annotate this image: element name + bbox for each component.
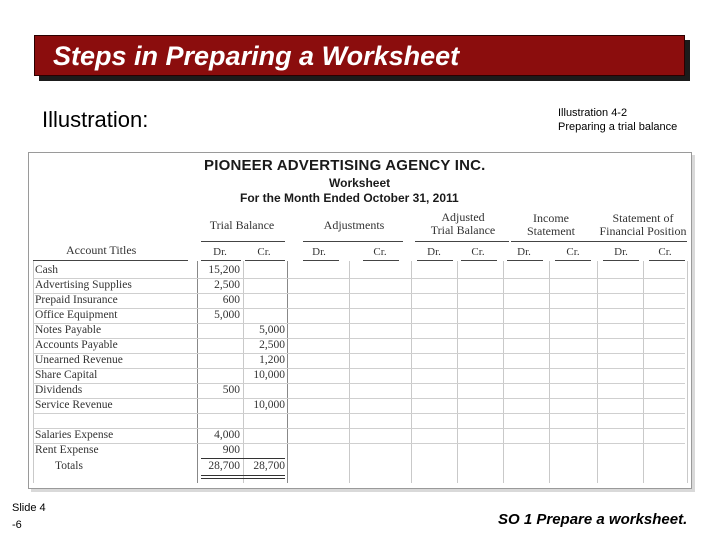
debit-value: 2,500 — [214, 279, 240, 291]
sub-header-rule — [417, 260, 453, 261]
account-name: Service Revenue — [35, 399, 113, 411]
illustration-caption: Preparing a trial balance — [558, 121, 678, 133]
header-rule — [303, 241, 403, 242]
account-name: Share Capital — [35, 369, 98, 381]
account-name: Notes Payable — [35, 324, 102, 336]
sub-header-rule — [201, 260, 241, 261]
column-group-line1: Income — [533, 211, 569, 225]
sub-header-rule — [461, 260, 497, 261]
column-group-adjustments — [300, 219, 408, 232]
debit-value: 600 — [222, 294, 240, 306]
table-row — [29, 383, 693, 398]
header-rule — [595, 241, 687, 242]
table-row — [29, 353, 693, 368]
debit-total: 28,700 — [208, 460, 240, 472]
sub-header-rule — [603, 260, 639, 261]
dr-header: Dr. — [213, 246, 227, 258]
slide-number: -6 — [12, 519, 22, 531]
header-rule — [415, 241, 509, 242]
table-row — [29, 413, 693, 428]
credit-value: 2,500 — [259, 339, 285, 351]
cr-header: Cr. — [658, 246, 672, 258]
column-group-line1: Adjusted — [441, 210, 485, 224]
column-group-income-statement — [507, 212, 595, 238]
column-group-financial-position — [591, 212, 695, 238]
column-group-trial-balance — [197, 219, 287, 232]
account-name: Unearned Revenue — [35, 354, 123, 366]
worksheet-name: Worksheet — [329, 176, 391, 190]
sub-header-rule — [555, 260, 591, 261]
debit-value: 15,200 — [208, 264, 240, 276]
total-double-rule — [201, 475, 285, 476]
account-name: Accounts Payable — [35, 339, 118, 351]
dr-header: Dr. — [517, 246, 531, 258]
column-group-line1: Adjustments — [323, 218, 385, 232]
table-row — [29, 263, 693, 278]
illustration-label: Illustration: — [42, 107, 149, 132]
illustration-number: Illustration 4-2 — [558, 107, 628, 119]
header-rule — [511, 241, 595, 242]
credit-value: 10,000 — [253, 369, 285, 381]
column-group-line1: Trial Balance — [209, 218, 275, 232]
totals-label: Totals — [55, 460, 83, 472]
cr-header: Cr. — [471, 246, 485, 258]
sub-header-rule — [507, 260, 543, 261]
cr-header: Cr. — [257, 246, 271, 258]
account-name: Dividends — [35, 384, 83, 396]
dr-header: Dr. — [427, 246, 441, 258]
column-group-line2: Statement — [527, 224, 575, 238]
debit-value: 5,000 — [214, 309, 240, 321]
column-group-line2: Trial Balance — [430, 223, 496, 237]
table-row — [29, 428, 693, 443]
credit-value: 10,000 — [253, 399, 285, 411]
credit-total: 28,700 — [253, 460, 285, 472]
sub-header-rule — [649, 260, 685, 261]
table-row — [29, 338, 693, 353]
credit-value: 1,200 — [259, 354, 285, 366]
table-row — [29, 278, 693, 293]
table-row — [29, 308, 693, 323]
account-titles-header: Account Titles — [66, 243, 137, 257]
table-row — [29, 443, 693, 458]
dr-header: Dr. — [614, 246, 628, 258]
table-row — [29, 323, 693, 338]
worksheet-image — [28, 152, 692, 489]
header-rule — [201, 241, 285, 242]
table-row — [29, 398, 693, 413]
title-bar — [34, 35, 685, 76]
slide-label: Slide 4 — [12, 502, 46, 514]
sub-header-rule — [363, 260, 399, 261]
company-name: PIONEER ADVERTISING AGENCY INC. — [204, 157, 486, 174]
account-titles-rule — [33, 260, 188, 261]
debit-value: 500 — [222, 384, 240, 396]
sub-header-rule — [245, 260, 285, 261]
debit-value: 900 — [222, 444, 240, 456]
totals-row — [29, 459, 693, 474]
account-name: Prepaid Insurance — [35, 294, 118, 306]
account-name: Advertising Supplies — [35, 279, 132, 291]
cr-header: Cr. — [373, 246, 387, 258]
column-group-line2: Financial Position — [599, 224, 687, 238]
account-name: Office Equipment — [35, 309, 118, 321]
total-double-rule — [201, 478, 285, 479]
credit-value: 5,000 — [259, 324, 285, 336]
column-group-line1: Statement of — [612, 211, 674, 225]
debit-value: 4,000 — [214, 429, 240, 441]
study-objective: SO 1 Prepare a worksheet. — [498, 511, 688, 528]
account-name: Salaries Expense — [35, 429, 114, 441]
sub-header-rule — [303, 260, 339, 261]
table-row — [29, 293, 693, 308]
dr-header: Dr. — [312, 246, 326, 258]
account-name: Rent Expense — [35, 444, 99, 456]
account-name: Cash — [35, 264, 58, 276]
table-row — [29, 368, 693, 383]
column-group-adjusted-trial-balance — [413, 211, 513, 237]
slide-title: Steps in Preparing a Worksheet — [53, 41, 460, 71]
worksheet-period: For the Month Ended October 31, 2011 — [240, 191, 459, 205]
cr-header: Cr. — [566, 246, 580, 258]
